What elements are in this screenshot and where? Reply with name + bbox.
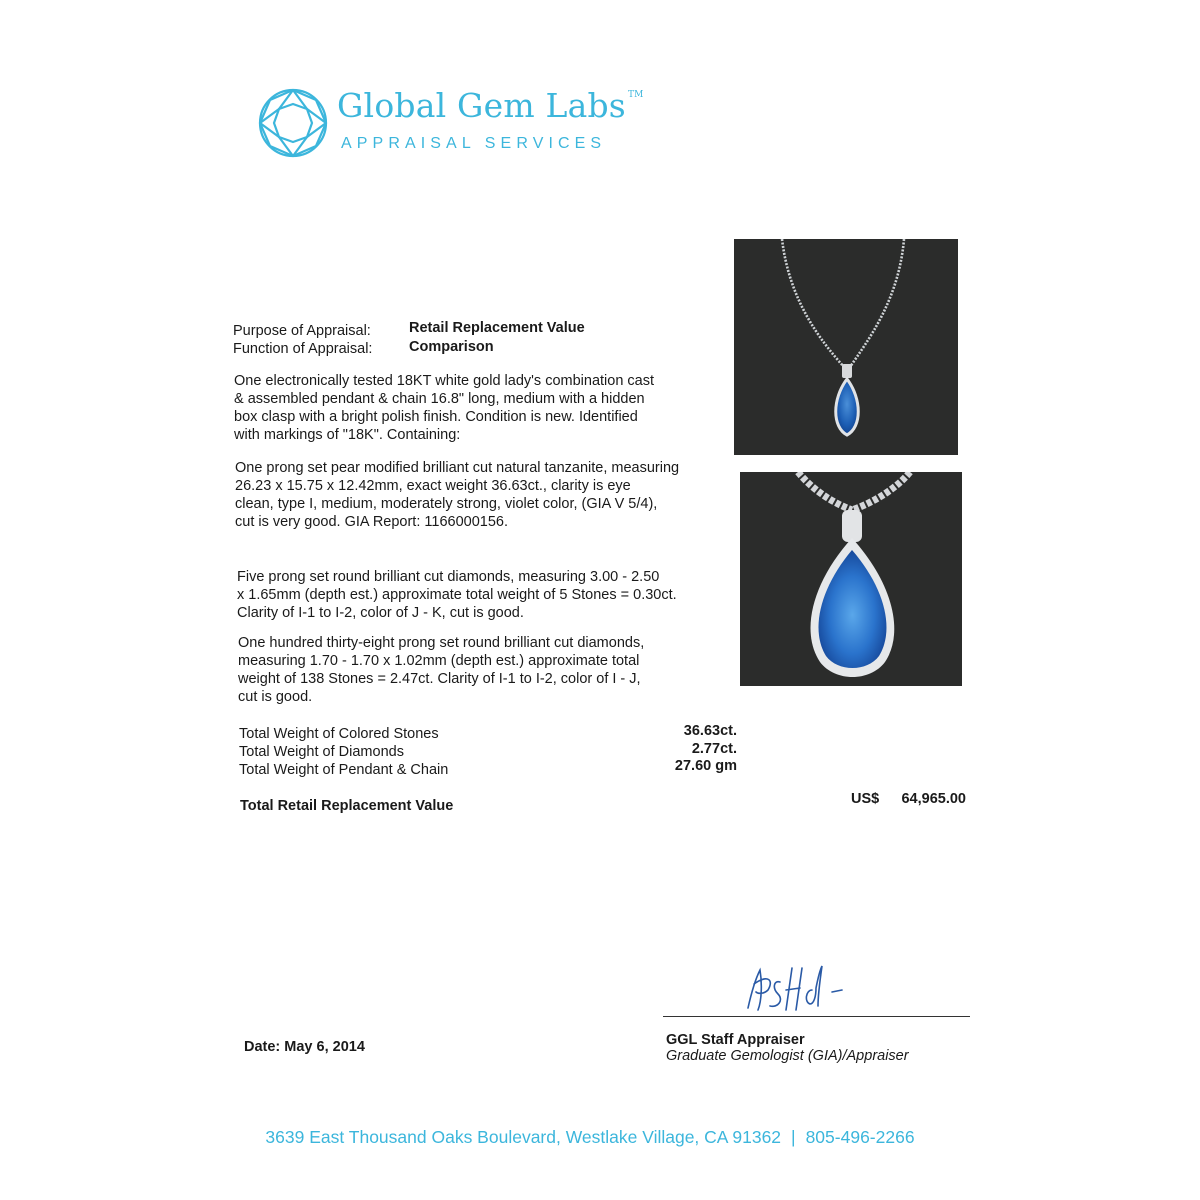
appraiser-title: GGL Staff Appraiser: [666, 1032, 805, 1048]
appraiser-signature: [740, 960, 860, 1020]
description-line: clean, type I, medium, moderately strong, violet color, (GIA V 5/4),: [235, 496, 658, 512]
five-diamonds-description: [237, 568, 712, 622]
pendant-photo-full: [734, 239, 958, 455]
purpose-label: Purpose of Appraisal:: [233, 323, 371, 339]
total-diamonds-value: 2.77ct.: [691, 741, 737, 757]
description-line: One prong set pear modified brilliant cut natural tanzanite, measuring: [235, 460, 680, 476]
description-line: 26.23 x 15.75 x 12.42mm, exact weight 36.63ct., clarity is eye: [235, 478, 631, 494]
description-line: Clarity of I-1 to I-2, color of J - K, cut is good.: [237, 605, 524, 621]
description-line: One hundred thirty-eight prong set round brilliant cut diamonds,: [238, 635, 645, 651]
description-line: measuring 1.70 - 1.70 x 1.02mm (depth est.) approximate total: [238, 653, 640, 669]
appraisal-date: Date: May 6, 2014: [244, 1039, 365, 1055]
footer-contact: [0, 1127, 1180, 1148]
small-diamonds-description: [238, 634, 713, 706]
retail-currency: US$: [851, 791, 880, 807]
total-colored-stones-label: Total Weight of Colored Stones: [239, 726, 439, 742]
total-pendant-label: Total Weight of Pendant & Chain: [239, 762, 449, 778]
brand-subtitle: APPRAISAL SERVICES: [341, 135, 607, 152]
description-line: One electronically tested 18KT white gold lady's combination cast: [234, 373, 655, 389]
tanzanite-description: [235, 459, 710, 531]
description-line: with markings of "18K". Containing:: [234, 427, 461, 443]
description-line: & assembled pendant & chain 16.8" long, medium with a hidden: [234, 391, 645, 407]
item-description: [234, 372, 709, 444]
pendant-photo-closeup: [740, 472, 962, 686]
description-line: Five prong set round brilliant cut diamonds, measuring 3.00 - 2.50: [237, 569, 660, 585]
description-line: cut is good.: [238, 689, 313, 705]
trademark: TM: [627, 90, 644, 100]
function-value: Comparison: [409, 339, 494, 355]
description-line: box clasp with a bright polish finish. Condition is new. Identified: [234, 409, 638, 425]
description-line: x 1.65mm (depth est.) approximate total weight of 5 Stones = 0.30ct.: [237, 587, 677, 603]
purpose-value: Retail Replacement Value: [409, 320, 585, 336]
total-pendant-value: 27.60 gm: [674, 758, 737, 774]
total-retail-label: Total Retail Replacement Value: [240, 798, 454, 814]
appraiser-credentials: Graduate Gemologist (GIA)/Appraiser: [666, 1048, 909, 1064]
total-diamonds-label: Total Weight of Diamonds: [239, 744, 404, 760]
footer-address: 3639 East Thousand Oaks Boulevard, Westlake Village, CA 91362: [265, 1127, 782, 1147]
brand-name: Global Gem Labs ™: [337, 86, 644, 125]
diamond-facet-logo-icon: [256, 86, 330, 160]
retail-value: 64,965.00: [901, 791, 966, 807]
footer-separator: |: [791, 1127, 796, 1147]
function-label: Function of Appraisal:: [233, 341, 373, 357]
signature-line: [663, 1016, 970, 1017]
total-colored-stones-value: 36.63ct.: [683, 723, 737, 739]
footer-phone: 805-496-2266: [805, 1127, 915, 1147]
description-line: weight of 138 Stones = 2.47ct. Clarity of I-1 to I-2, color of I - J,: [238, 671, 641, 687]
description-line: cut is very good. GIA Report: 1166000156.: [235, 514, 508, 530]
